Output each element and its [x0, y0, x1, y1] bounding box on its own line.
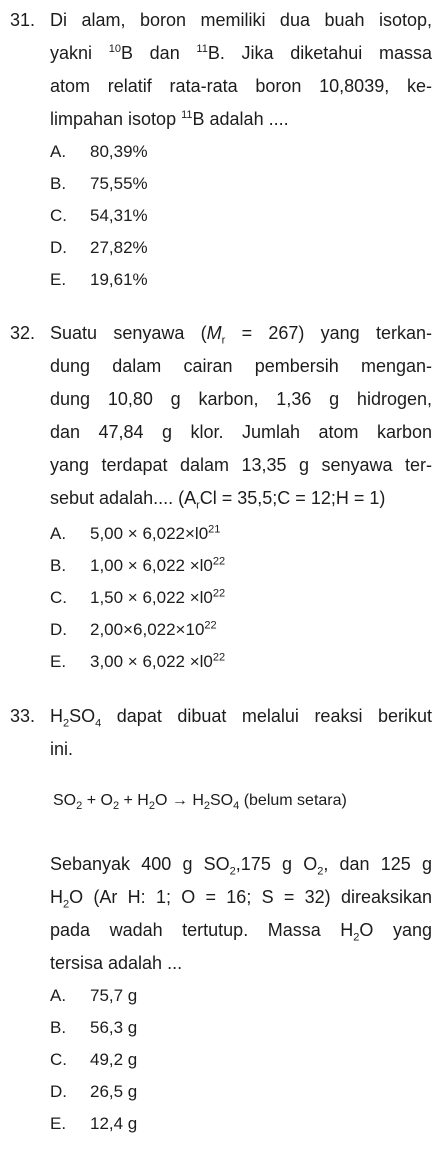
option-b[interactable]: [50, 169, 148, 199]
option-e[interactable]: [50, 647, 225, 677]
stem-line: $H_2SO_4$ dapat dibuat melalui reaksi berikut: [50, 706, 432, 730]
body-line: pada wadah tertutup. Massa $H_2O$ yang: [50, 920, 432, 944]
option-letter: B.: [50, 556, 67, 575]
option-letter: E.: [50, 270, 67, 289]
option-letter: C.: [50, 206, 67, 225]
question-stem: [50, 700, 432, 766]
option-a[interactable]: [50, 519, 220, 549]
option-letter: E.: [50, 1114, 67, 1133]
option-text: $2,00\times 6,022\times 10^{22}$: [90, 619, 217, 639]
option-letter: D.: [50, 1082, 67, 1101]
option-d[interactable]: [50, 1077, 137, 1107]
option-letter: A.: [50, 142, 67, 161]
option-letter: C.: [50, 1050, 67, 1069]
option-b[interactable]: [50, 551, 225, 581]
option-text: 80,39%: [90, 142, 148, 161]
option-letter: B.: [50, 1018, 67, 1037]
option-c[interactable]: [50, 583, 225, 613]
option-b[interactable]: [50, 1013, 137, 1043]
body-line: Sebanyak 400 g $SO_2,175$ g $O_2$, dan 125 g: [50, 854, 432, 878]
option-c[interactable]: [50, 1045, 137, 1075]
stem-line: yang terdapat dalam 13,35 g senyawa ter-: [50, 455, 432, 475]
stem-line: sebut adalah.... ($A_rCl$ = 35,5;C = 12;H = 1): [50, 488, 386, 512]
option-text: 26,5 g: [90, 1082, 138, 1101]
option-letter: D.: [50, 620, 67, 639]
question-number: 33.: [10, 706, 36, 726]
option-a[interactable]: [50, 981, 137, 1011]
body-line: $H_2O$ (Ar H: 1; O = 16; S = 32) direaksikan: [50, 887, 432, 911]
option-letter: A.: [50, 986, 67, 1005]
stem-line: dung dalam cairan pembersih mengan-: [50, 356, 432, 376]
option-e[interactable]: [50, 265, 148, 295]
option-text: 75,7 g: [90, 986, 138, 1005]
stem-line: Di alam, boron memiliki dua buah isotop,: [50, 10, 432, 30]
question-stem: [50, 317, 432, 515]
option-text: 56,3 g: [90, 1018, 138, 1037]
stem-line: yakni $^{10}$B dan $^{11}$B. Jika diketahui massa: [50, 43, 432, 63]
stem-line: dan 47,84 g klor. Jumlah atom karbon: [50, 422, 432, 442]
option-letter: C.: [50, 588, 67, 607]
option-text: $3,00 \times 6,022 \times l0^{22}$: [90, 651, 226, 671]
option-letter: B.: [50, 174, 67, 193]
option-text: 75,55%: [90, 174, 148, 193]
stem-line: dung 10,80 g karbon, 1,36 g hidrogen,: [50, 389, 432, 409]
option-d[interactable]: [50, 233, 148, 263]
option-letter: D.: [50, 238, 67, 257]
question-body: [50, 848, 432, 980]
stem-line: ini.: [50, 739, 74, 759]
option-letter: A.: [50, 524, 67, 543]
body-line: tersisa adalah ...: [50, 953, 183, 973]
option-text: 12,4 g: [90, 1114, 138, 1133]
stem-line: atom relatif rata-rata boron 10,8039, ke-: [50, 76, 432, 96]
option-text: $1,50 \times 6,022 \times l0^{22}$: [90, 587, 226, 607]
option-text: 54,31%: [90, 206, 148, 225]
stem-line: Suatu senyawa $(M_r = 267)$ yang terkan-: [50, 323, 432, 347]
option-c[interactable]: [50, 201, 148, 231]
option-text: $5,00 \times 6,022\times l0^{21}$: [90, 523, 221, 543]
option-text: $1,00 \times 6,022 \times l0^{22}$: [90, 555, 226, 575]
option-text: 19,61%: [90, 270, 148, 289]
option-text: 49,2 g: [90, 1050, 138, 1069]
stem-line: limpahan isotop $^{11}$B adalah ....: [50, 109, 289, 129]
question-number: 31.: [10, 10, 36, 30]
option-letter: E.: [50, 652, 67, 671]
question-stem: [50, 4, 432, 136]
option-d[interactable]: [50, 615, 217, 645]
option-a[interactable]: [50, 137, 148, 167]
option-e[interactable]: [50, 1109, 137, 1139]
question-number: 32.: [10, 323, 36, 343]
reaction-equation: $SO_2 + O_2 + H_2O \to H_2SO_4$ (belum setara): [53, 792, 347, 813]
option-text: 27,82%: [90, 238, 148, 257]
